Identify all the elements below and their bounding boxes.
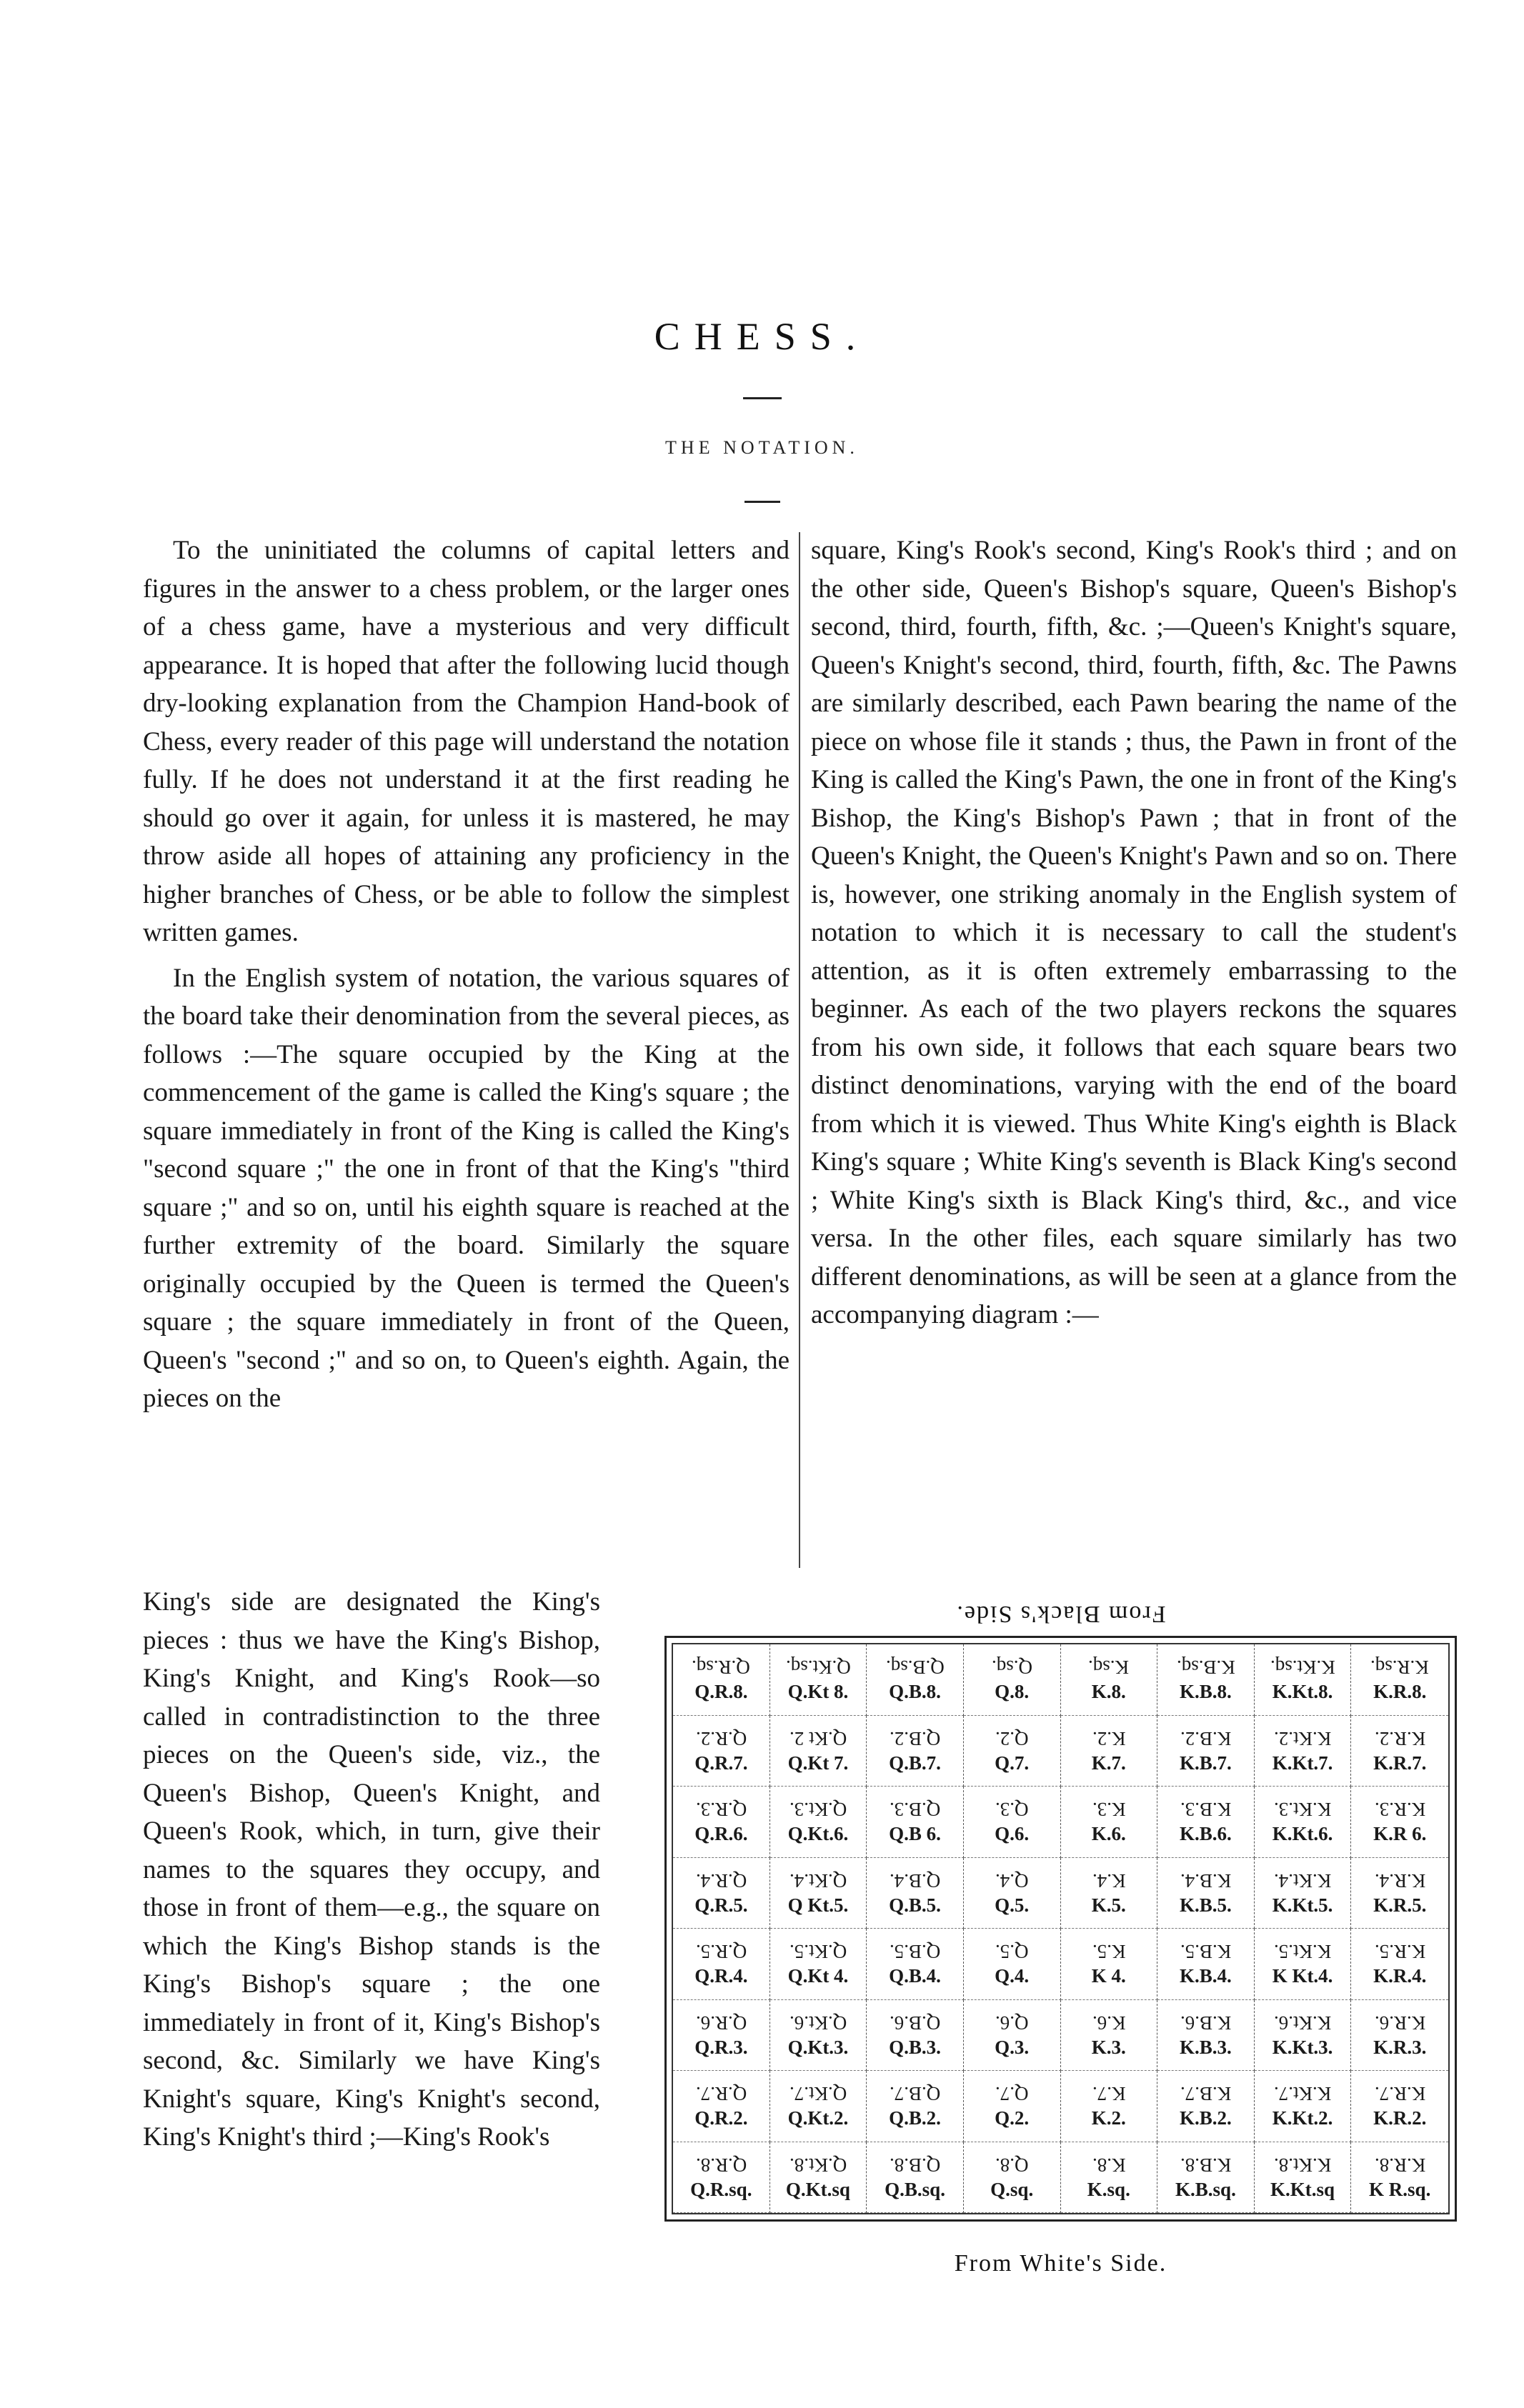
square-black-notation: Q.B.7. [889, 2083, 941, 2105]
diagram-caption-black: From Black's Side. [955, 1601, 1166, 1627]
square-white-notation: K.Kt.2. [1272, 2107, 1333, 2129]
square-white-notation: Q.R.7. [694, 1752, 748, 1774]
diagram-square [770, 2071, 867, 2142]
diagram-square [770, 1644, 867, 1716]
diagram-square [1255, 1644, 1352, 1716]
diagram-square [867, 1929, 964, 2000]
paragraph-kings-side: King's side are designated the King's pieces : thus we have the King's Bishop, King's Knight, and King's Rook—so called in contradistinction to the three pieces on the Queen's side, viz., the Queen's Bishop, Queen's Knight, and Queen's Rook, which, in turn, give their names to the squares they occupy, and those in front of them—e.g., the square on which the King's Bishop stands is the King's Bishop's square ; the one immediately in front of it, King's Bishop's second, &c. Similarly we have King's Knight's square, King's Knight's second, King's Knight's third ;—King's Rook's [143, 1587, 600, 2152]
diagram-square [673, 2071, 770, 2142]
square-black-notation: K.R.7. [1374, 2083, 1425, 2105]
square-black-notation: Q.Kt.3. [789, 1799, 847, 1821]
square-black-notation: Q.R.6. [695, 2012, 747, 2034]
square-black-notation: K.4. [1092, 1869, 1126, 1892]
square-black-notation: Q.B.5. [889, 1941, 941, 1963]
right-column [811, 531, 1457, 1334]
diagram-square [770, 2142, 867, 2214]
notation-diagram [664, 1636, 1457, 2222]
square-black-notation: Q.B.3. [889, 1799, 941, 1821]
square-white-notation: K 4. [1091, 1965, 1126, 1987]
diagram-square [867, 1644, 964, 1716]
square-black-notation: Q.Kt 2. [789, 1727, 847, 1749]
title-rule [743, 397, 782, 399]
square-white-notation: Q.B.5. [889, 1894, 941, 1916]
diagram-caption-white: From White's Side. [954, 2250, 1167, 2277]
square-black-notation: K.8. [1092, 2154, 1126, 2176]
diagram-square [867, 2142, 964, 2214]
square-black-notation: Q.B.4. [889, 1869, 941, 1892]
square-black-notation: Q.sq. [991, 1657, 1032, 1679]
diagram-square [964, 1858, 1061, 1929]
diagram-square [867, 2000, 964, 2072]
diagram-square [1351, 2071, 1448, 2142]
square-white-notation: Q.2. [995, 2107, 1030, 2129]
square-white-notation: K.sq. [1087, 2178, 1130, 2200]
square-black-notation: K.B.7. [1180, 2083, 1232, 2105]
square-black-notation: Q.R.sq. [692, 1657, 751, 1679]
diagram-square [1157, 1644, 1255, 1716]
square-white-notation: Q.B.3. [889, 2036, 941, 2058]
diagram-square [964, 1929, 1061, 2000]
square-white-notation: K.B.6. [1180, 1823, 1232, 1845]
square-white-notation: Q.4. [995, 1965, 1030, 1987]
square-black-notation: K.Kt.6. [1273, 2012, 1332, 2034]
square-black-notation: Q.3. [995, 1799, 1029, 1821]
diagram-square [1157, 1787, 1255, 1858]
section-subtitle: THE NOTATION. [665, 437, 859, 458]
square-black-notation: K.R.6. [1374, 2012, 1425, 2034]
square-white-notation: Q.6. [995, 1823, 1030, 1845]
diagram-grid [672, 1643, 1450, 2214]
square-black-notation: K.B.6. [1180, 2012, 1232, 2034]
diagram-square [867, 1716, 964, 1787]
square-white-notation: Q.R.2. [694, 2107, 748, 2129]
diagram-square [1061, 2000, 1158, 2072]
square-white-notation: Q.R.6. [694, 1823, 748, 1845]
square-black-notation: Q.B.8. [889, 2154, 941, 2176]
square-black-notation: K.3. [1092, 1799, 1126, 1821]
square-black-notation: Q.R.7. [695, 2083, 747, 2105]
square-black-notation: K.Kt.4. [1273, 1869, 1332, 1892]
diagram-square [1255, 1787, 1352, 1858]
square-black-notation: K.B.sq. [1176, 1657, 1235, 1679]
square-black-notation: Q.R.4. [695, 1869, 747, 1892]
square-black-notation: K.5. [1092, 1941, 1126, 1963]
square-white-notation: K.6. [1091, 1823, 1126, 1845]
square-white-notation: Q.B.2. [889, 2107, 941, 2129]
square-white-notation: K.Kt.8. [1272, 1681, 1333, 1703]
page-title: CHESS. [654, 315, 870, 358]
square-white-notation: K.2. [1091, 2107, 1126, 2129]
square-black-notation: Q.7. [995, 2083, 1029, 2105]
square-white-notation: Q.Kt 4. [787, 1965, 849, 1987]
paragraph-intro: To the uninitiated the columns of capital letters and figures in the answer to a chess problem, or the larger ones of a chess game, have a mysterious and very difficult appearance. It is hoped that after the following lucid though dry-looking explanation from the Champion Hand-book of Chess, every reader of this page will understand the notation fully. If he does not understand it at the first reading he should go over it again, for unless it is mastered, he may throw aside all hopes of attaining any proficiency in the higher branches of Chess, or be able to follow the simplest written games. [143, 536, 790, 947]
diagram-square [1061, 2071, 1158, 2142]
square-black-notation: K.Kt.8. [1273, 2154, 1332, 2176]
square-white-notation: Q.B.4. [889, 1965, 941, 1987]
square-black-notation: K.R.2. [1374, 1727, 1425, 1749]
square-white-notation: K.7. [1091, 1752, 1126, 1774]
square-white-notation: Q.B.8. [889, 1681, 941, 1703]
square-black-notation: K.B.8. [1180, 2154, 1232, 2176]
square-white-notation: Q.sq. [990, 2178, 1034, 2200]
square-white-notation: K.R 6. [1373, 1823, 1427, 1845]
square-white-notation: K R.sq. [1369, 2178, 1431, 2200]
square-white-notation: Q.Kt.2. [787, 2107, 849, 2129]
square-black-notation: Q.Kt.7. [789, 2083, 847, 2105]
diagram-square [964, 1716, 1061, 1787]
square-white-notation: Q.R.5. [694, 1894, 748, 1916]
square-white-notation: K.B.3. [1180, 2036, 1232, 2058]
square-black-notation: K.Kt.5. [1273, 1941, 1332, 1963]
square-white-notation: Q.Kt 7. [787, 1752, 849, 1774]
square-black-notation: K.R.5. [1374, 1941, 1425, 1963]
diagram-square [1061, 2142, 1158, 2214]
diagram-square [770, 1858, 867, 1929]
diagram-square [1157, 2071, 1255, 2142]
diagram-square [1351, 1929, 1448, 2000]
square-black-notation: Q.R.3. [695, 1799, 747, 1821]
diagram-square [1255, 1858, 1352, 1929]
square-white-notation: K.R.3. [1373, 2036, 1427, 2058]
square-black-notation: K.6. [1092, 2012, 1126, 2034]
square-white-notation: Q.R.sq. [690, 2178, 752, 2200]
square-black-notation: K.R.3. [1374, 1799, 1425, 1821]
square-white-notation: K.Kt.6. [1272, 1823, 1333, 1845]
diagram-square [1255, 1929, 1352, 2000]
square-white-notation: K.B.2. [1180, 2107, 1232, 2129]
square-white-notation: K.Kt.7. [1272, 1752, 1333, 1774]
square-black-notation: Q.R.8. [695, 2154, 747, 2176]
square-white-notation: K.R.4. [1373, 1965, 1427, 1987]
diagram-square [770, 2000, 867, 2072]
square-black-notation: K.Kt.7. [1273, 2083, 1332, 2105]
square-white-notation: K.R.5. [1373, 1894, 1427, 1916]
square-black-notation: K.R.8. [1374, 2154, 1425, 2176]
square-white-notation: K.Kt.5. [1272, 1894, 1333, 1916]
square-black-notation: K.B.3. [1180, 1799, 1232, 1821]
diagram-square [1351, 2142, 1448, 2214]
diagram-square [1157, 1716, 1255, 1787]
square-white-notation: Q Kt.5. [787, 1894, 849, 1916]
square-white-notation: K.Kt.3. [1272, 2036, 1333, 2058]
square-white-notation: Q.5. [995, 1894, 1030, 1916]
square-white-notation: Q.7. [995, 1752, 1030, 1774]
diagram-square [1061, 1929, 1158, 2000]
square-black-notation: K.7. [1092, 2083, 1126, 2105]
square-black-notation: Q.4. [995, 1869, 1029, 1892]
subtitle-rule [744, 501, 780, 503]
square-white-notation: Q.Kt.sq [785, 2178, 850, 2200]
square-black-notation: Q.5. [995, 1941, 1029, 1963]
square-black-notation: Q.6. [995, 2012, 1029, 2034]
square-black-notation: Q.B.6. [889, 2012, 941, 2034]
square-white-notation: Q.R.8. [694, 1681, 748, 1703]
square-black-notation: K.R.sq. [1370, 1657, 1430, 1679]
diagram-square [1157, 1858, 1255, 1929]
square-white-notation: K.B.8. [1180, 1681, 1232, 1703]
square-black-notation: Q.2. [995, 1727, 1029, 1749]
diagram-square [1157, 1929, 1255, 2000]
diagram-square [673, 1858, 770, 1929]
square-white-notation: Q.3. [995, 2036, 1030, 2058]
square-black-notation: K.B.5. [1180, 1941, 1232, 1963]
diagram-square [1255, 2000, 1352, 2072]
diagram-square [1255, 1716, 1352, 1787]
diagram-square [964, 1644, 1061, 1716]
diagram-square [964, 2071, 1061, 2142]
square-white-notation: Q.Kt 8. [787, 1681, 849, 1703]
diagram-square [1061, 1716, 1158, 1787]
square-white-notation: K.B.7. [1180, 1752, 1232, 1774]
diagram-square [1351, 1858, 1448, 1929]
square-black-notation: K.Kt.2. [1273, 1727, 1332, 1749]
square-white-notation: K.R.2. [1373, 2107, 1427, 2129]
square-white-notation: K.B.4. [1180, 1965, 1232, 1987]
diagram-square [867, 1787, 964, 1858]
square-white-notation: K.B.sq. [1175, 2178, 1236, 2200]
diagram-square [770, 1929, 867, 2000]
paragraph-system: In the English system of notation, the various squares of the board take their denomination from the several pieces, as follows :—The square occupied by the King at the commencement of the game is called the King's square ; the square immediately in front of the King is called the King's "second square ;" the one in front of that the King's "third square ;" and so on, until his eighth square is reached at the further extremity of the board. Similarly the square originally occupied by the Queen is termed the Queen's square ; the square immediately in front of the Queen, Queen's "second ;" and so on, to Queen's eighth. Again, the pieces on the [143, 963, 790, 1413]
square-white-notation: Q.Kt.3. [787, 2036, 849, 2058]
diagram-square [673, 1787, 770, 1858]
square-black-notation: Q.Kt.6. [789, 2012, 847, 2034]
diagram-square [673, 2000, 770, 2072]
diagram-square [770, 1787, 867, 1858]
square-black-notation: K.2. [1092, 1727, 1126, 1749]
diagram-square [1351, 1787, 1448, 1858]
diagram-square [673, 2142, 770, 2214]
diagram-square [964, 2000, 1061, 2072]
diagram-square [1061, 1858, 1158, 1929]
square-white-notation: K.R.8. [1373, 1681, 1427, 1703]
square-black-notation: K.sq. [1088, 1657, 1130, 1679]
diagram-square [1351, 1716, 1448, 1787]
diagram-square [1061, 1787, 1158, 1858]
diagram-square [1255, 2142, 1352, 2214]
diagram-square [1255, 2071, 1352, 2142]
square-white-notation: K.5. [1091, 1894, 1126, 1916]
square-black-notation: K.R.4. [1374, 1869, 1425, 1892]
square-black-notation: K.Kt.3. [1273, 1799, 1332, 1821]
square-white-notation: Q.Kt.6. [787, 1823, 849, 1845]
square-black-notation: Q.B.2. [889, 1727, 941, 1749]
square-black-notation: Q.Kt.4. [789, 1869, 847, 1892]
square-white-notation: K.Kt.sq [1270, 2178, 1335, 2200]
square-black-notation: Q.B.sq. [885, 1657, 945, 1679]
diagram-square [964, 1787, 1061, 1858]
square-black-notation: Q.R.2. [695, 1727, 747, 1749]
diagram-square [964, 2142, 1061, 2214]
diagram-square [1157, 2000, 1255, 2072]
square-black-notation: Q.Kt.sq. [785, 1657, 851, 1679]
column-divider [799, 532, 800, 1568]
square-black-notation: Q.R.5. [695, 1941, 747, 1963]
diagram-square [770, 1716, 867, 1787]
diagram-square [673, 1644, 770, 1716]
diagram-square [1061, 1644, 1158, 1716]
diagram-square [867, 2071, 964, 2142]
square-black-notation: Q.Kt.8. [789, 2154, 847, 2176]
diagram-square [1351, 2000, 1448, 2072]
square-white-notation: K Kt.4. [1272, 1965, 1333, 1987]
square-black-notation: K.B.4. [1180, 1869, 1232, 1892]
square-white-notation: K.R.7. [1373, 1752, 1427, 1774]
square-white-notation: Q.B.7. [889, 1752, 941, 1774]
square-white-notation: Q.R.4. [694, 1965, 748, 1987]
diagram-square [1351, 1644, 1448, 1716]
left-column [143, 531, 790, 1418]
square-white-notation: K.8. [1091, 1681, 1126, 1703]
square-white-notation: K.3. [1091, 2036, 1126, 2058]
square-white-notation: Q.R.3. [694, 2036, 748, 2058]
narrow-column [143, 1583, 600, 2157]
diagram-square [673, 1716, 770, 1787]
square-black-notation: K.Kt.sq. [1270, 1657, 1335, 1679]
square-black-notation: Q.8. [995, 2154, 1029, 2176]
square-black-notation: Q.Kt.5. [789, 1941, 847, 1963]
diagram-square [673, 1929, 770, 2000]
square-black-notation: K.B.2. [1180, 1727, 1232, 1749]
paragraph-continued: square, King's Rook's second, King's Rook's third ; and on the other side, Queen's Bishop's square, Queen's Bishop's second, third, fourth, fifth, &c. ;—Queen's Knight's square, Queen's Knight's second, third, fourth, fifth, &c. The Pawns are similarly described, each Pawn bearing the name of the piece on whose file it stands ; thus, the Pawn in front of the King is called the King's Pawn, the one in front of the King's Bishop, the King's Bishop's Pawn ; that in front of the Queen's Knight, the Queen's Knight's Pawn and so on. There is, however, one striking anomaly in the English system of notation to which it is necessary to call the student's attention, as it is often extremely embarrassing to the beginner. As each of the two players reckons the squares from his own side, it follows that each square bears two distinct denominations, varying with the end of the board from which it is viewed. Thus White King's eighth is Black King's square ; White King's seventh is Black King's second ; White King's sixth is Black King's third, &c., and vice versa. In the other files, each square similarly has two different denominations, as will be seen at a glance from the accompanying diagram :— [811, 536, 1457, 1329]
diagram-square [1157, 2142, 1255, 2214]
square-white-notation: Q.B 6. [889, 1823, 941, 1845]
square-white-notation: Q.B.sq. [885, 2178, 945, 2200]
diagram-square [867, 1858, 964, 1929]
square-white-notation: K.B.5. [1180, 1894, 1232, 1916]
square-white-notation: Q.8. [995, 1681, 1030, 1703]
